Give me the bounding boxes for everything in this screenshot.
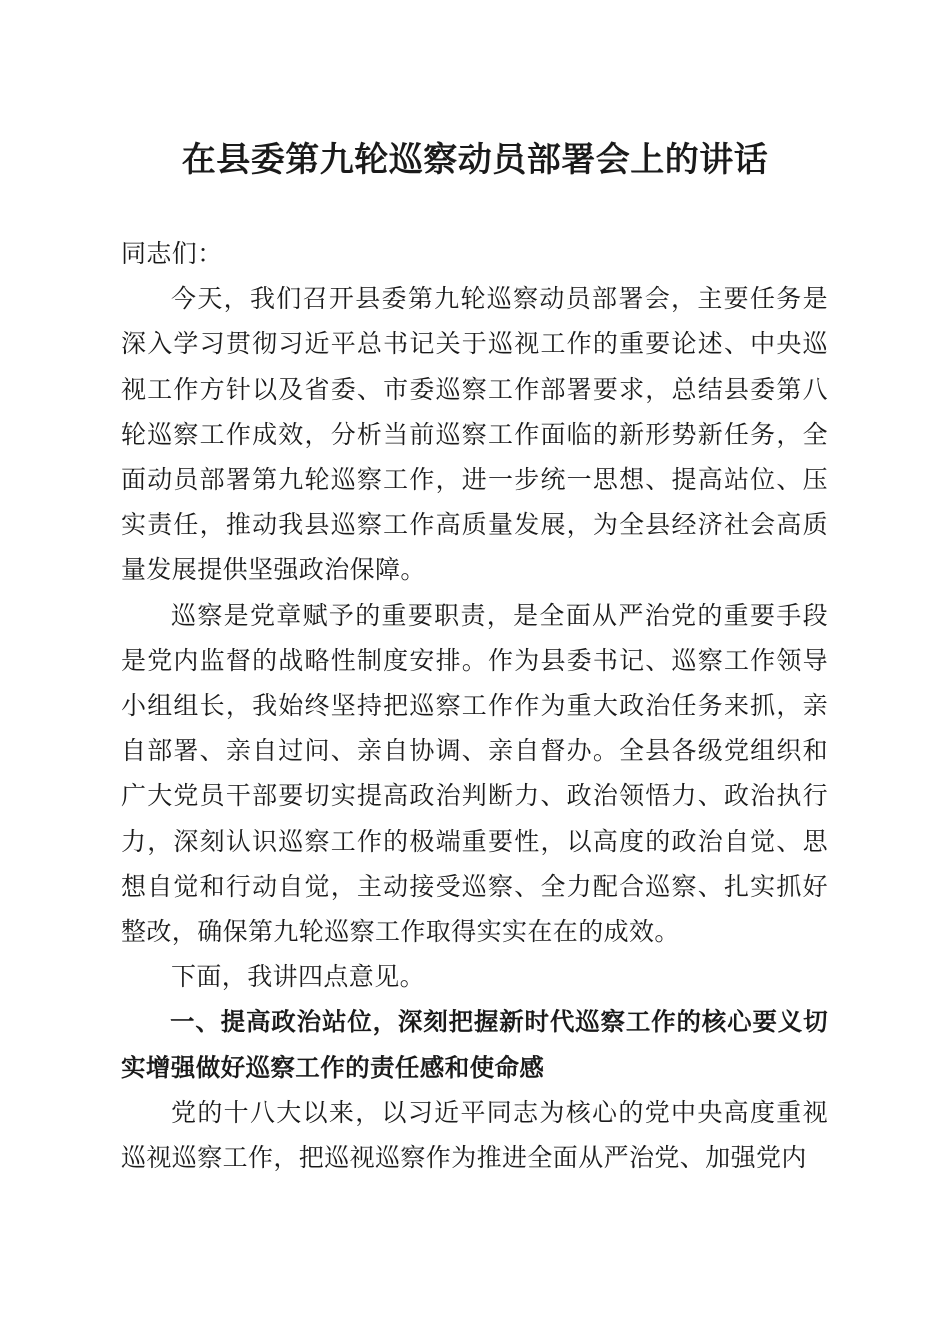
section-heading-1: 一、提高政治站位，深刻把握新时代巡察工作的核心要义切实增强做好巡察工作的责任感和使命感	[121, 1007, 828, 1082]
document-title: 在县委第九轮巡察动员部署会上的讲话	[181, 140, 769, 180]
section-1-paragraph: 党的十八大以来，以习近平同志为核心的党中央高度重视巡视巡察工作，把巡视巡察作为推进全面从严治党、加强党内	[121, 1097, 828, 1173]
document-body	[121, 231, 828, 1180]
salutation: 同志们：	[121, 239, 223, 268]
paragraph-intro: 今天，我们召开县委第九轮巡察动员部署会，主要任务是深入学习贯彻习近平总书记关于巡视工作的重要论述、中央巡视工作方针以及省委、市委巡察工作部署要求，总结县委第八轮巡察工作成效，分析当前巡察工作面临的新形势新任务，全面动员部署第九轮巡察工作，进一步统一思想、提高站位、压实责任，推动我县巡察工作高质量发展，为全县经济社会高质量发展提供坚强政治保障。	[121, 284, 828, 585]
paragraph-transition: 下面，我讲四点意见。	[171, 962, 426, 992]
paragraph-inspection-importance: 巡察是党章赋予的重要职责，是全面从严治党的重要手段是党内监督的战略性制度安排。作为县委书记、巡察工作领导小组组长，我始终坚持把巡察工作作为重大政治任务来抓，亲自部署、亲自过问、亲自协调、亲自督办。全县各级党组织和广大党员干部要切实提高政治判断力、政治领悟力、政治执行力，深刻认识巡察工作的极端重要性，以高度的政治自觉、思想自觉和行动自觉，主动接受巡察、全力配合巡察、扎实抓好整改，确保第九轮巡察工作取得实实在在的成效。	[121, 600, 828, 947]
